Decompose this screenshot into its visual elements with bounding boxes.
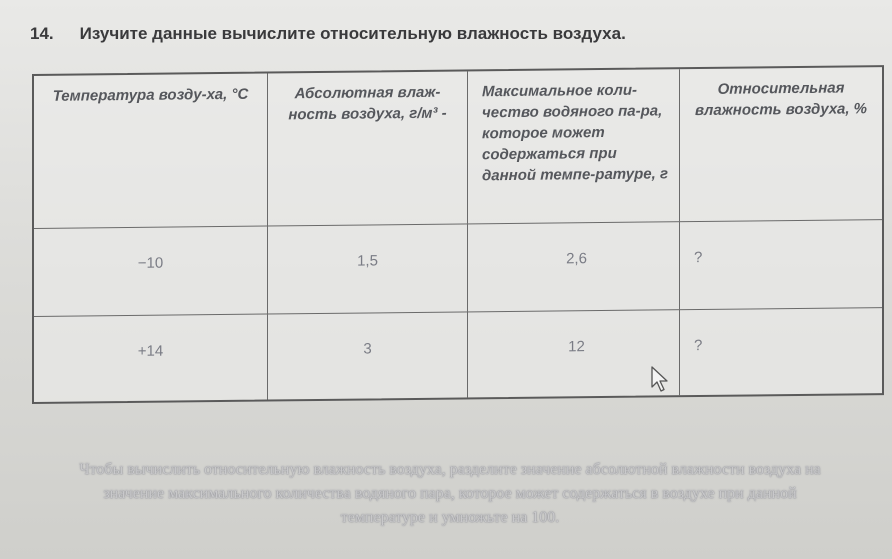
table-row	[34, 219, 882, 317]
cell-absolute-humidity: 1,5	[268, 223, 468, 313]
hint-text: Чтобы вычислить относительную влажность воздуха, разделите значение абсолютной влажности воздуха на значение максимального количества водяного пара, которое может содержаться в воздухе при данной температуре и умножьте на 100.	[79, 461, 821, 526]
cell-absolute-humidity: 3	[268, 311, 468, 399]
mouse-cursor-icon	[650, 366, 668, 392]
header-absolute-humidity: Абсолютная влаж-ность воздуха, г/м³ -	[268, 71, 468, 225]
cell-temperature: +14	[34, 314, 268, 402]
task-header	[30, 24, 626, 44]
task-title: Изучите данные вычислите относительную влажность воздуха.	[79, 24, 626, 43]
table-header-row	[34, 67, 882, 229]
task-number: 14.	[30, 24, 54, 43]
cell-max-vapor: 2,6	[468, 221, 680, 311]
cell-max-vapor: 12	[468, 309, 680, 397]
header-max-vapor: Максимальное коли-чество водяного па-ра, которое может содержаться при данной темпе-ратуре, г	[468, 69, 680, 223]
header-relative-humidity: Относительная влажность воздуха, %	[694, 79, 868, 120]
cell-relative-humidity: ?	[694, 336, 703, 355]
cell-temperature: −10	[34, 226, 268, 316]
data-table	[32, 65, 884, 404]
header-temperature: Температура возду-ха, °С	[34, 74, 268, 228]
table-row	[34, 307, 882, 402]
cell-relative-humidity: ?	[694, 248, 703, 267]
